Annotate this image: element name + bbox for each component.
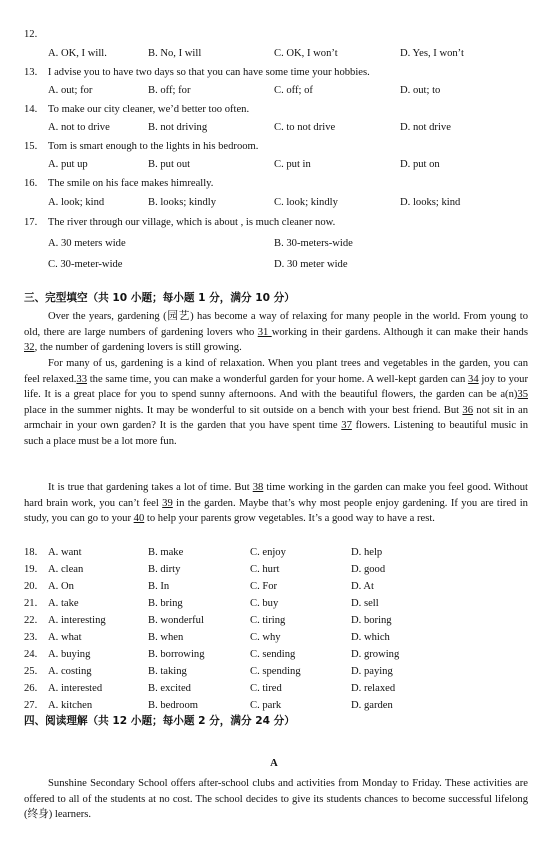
option-c: C. OK, I won’t [274, 48, 338, 59]
option-b: B. 30-meters-wide [274, 238, 353, 249]
passage-label: A [270, 758, 278, 769]
question-17-options-row1 [48, 237, 528, 251]
blank-38: 38 [252, 482, 264, 493]
question-stem: I advise you to have two days so that you can have some time your hobbies. [47, 67, 370, 78]
question-17 [24, 216, 335, 229]
option-b: B. not driving [148, 122, 208, 133]
question-number: 14. [24, 104, 38, 115]
option-d: D. looks; kind [400, 197, 461, 208]
question-stem: Tom is smart enough to the lights in his bedroom. [47, 141, 259, 152]
question-number: 12. [24, 29, 38, 40]
cloze-options-27: 27. A. kitchen B. bedroom C. park D. garden [24, 700, 393, 711]
cloze-options-20: 20. A. On B. In C. For D. At [24, 581, 374, 592]
question-17-options-row2 [48, 258, 528, 272]
blank-35: 35 [517, 389, 528, 401]
cloze-paragraph-2: For many of us, gardening is a kind of relaxation. When you plant trees and vegetables in the garden, you can feel relaxed.33 the same time, you can make a wonderful garden for your home. A well-kept garden can 34 joy to your life. It is a great place for you to spend sunny afternoons. And with the beautiful flowers, the garden can be a(n)35 place in the summer nights. It may be wonderful to sit outside on a bench with your best friend. But 36 not sit in an armchair in your own garden? It is the garden that you have spent time 37 flowers. Listening to beautiful music in such a place must be a lot more fun. [24, 358, 529, 447]
option-d: D. Yes, I won’t [400, 48, 464, 59]
cloze-options-24: 24. A. buying B. borrowing C. sending D. growing [24, 649, 400, 660]
cloze-paragraph-3: It is true that gardening takes a lot of time. But 38 time working in the garden can make you feel good. Without hard brain work, you can’t feel 39 in the garden. Maybe that’s why most people enjoy gardening. If you are tired in study, you can go to your 40 to help your parents grow vegetables. It’s a good way to have a rest. [24, 482, 528, 525]
option-d: D. not drive [400, 122, 451, 133]
option-c: C. 30-meter-wide [48, 259, 123, 270]
question-16-options [48, 196, 528, 210]
option-d: D. out; to [400, 85, 441, 96]
blank-39: 39 [162, 497, 173, 509]
section-3-heading: 三、完型填空（共 10 小题；每小题 1 分，满分 10 分） [24, 292, 295, 304]
question-12-options [48, 47, 528, 61]
cloze-options-25: 25. A. costing B. taking C. spending D. paying [24, 666, 393, 677]
question-number: 13. [24, 67, 38, 78]
option-c: C. look; kindly [274, 197, 338, 208]
cloze-options-23: 23. A. what B. when C. why D. which [24, 632, 390, 643]
question-15-options [48, 158, 528, 172]
question-16 [24, 177, 213, 190]
option-b: B. off; for [148, 85, 191, 96]
cloze-options-18: 18. A. want B. make C. enjoy D. help [24, 547, 383, 558]
option-a: A. not to drive [48, 122, 110, 133]
blank-40: 40 [133, 513, 145, 525]
cloze-options-22: 22. A. interesting B. wonderful C. tiring D. boring [24, 615, 392, 626]
question-13-options [48, 84, 528, 98]
option-c: C. put in [274, 159, 311, 170]
cloze-options-21: 21. A. take B. bring C. buy D. sell [24, 598, 379, 609]
option-b: B. put out [148, 159, 191, 170]
option-d: D. 30 meter wide [274, 259, 348, 270]
question-13 [24, 66, 370, 79]
cloze-options-26: 26. A. interested B. excited C. tired D. relaxed [24, 683, 396, 694]
question-15 [24, 140, 258, 153]
question-number: 16. [24, 178, 38, 189]
option-a: A. OK, I will. [48, 48, 107, 59]
option-a: A. look; kind [48, 197, 105, 208]
option-a: A. 30 meters wide [48, 238, 126, 249]
question-stem: To make our city cleaner, we’d better too often. [47, 104, 250, 115]
option-d: D. put on [400, 159, 440, 170]
option-a: A. out; for [48, 85, 93, 96]
blank-34: 34 [468, 373, 479, 385]
question-14 [24, 103, 249, 116]
blank-36: 36 [462, 404, 474, 416]
blank-32: 32 [24, 342, 35, 354]
question-stem: The river through our village, which is about , is much cleaner now. [47, 217, 336, 228]
option-b: B. No, I will [148, 48, 202, 59]
option-c: C. off; of [274, 85, 313, 96]
reading-paragraph-1: Sunshine Secondary School offers after-school clubs and activities from Monday to Friday. These activities are offered to all of the students at no cost. The school decides to give its students chances to become successful lifelong (终身) learners. [24, 778, 528, 821]
option-b: B. looks; kindly [148, 197, 216, 208]
option-c: C. to not drive [274, 122, 336, 133]
question-number: 17. [24, 217, 38, 228]
question-number: 15. [24, 141, 38, 152]
blank-33: 33 [76, 373, 88, 385]
question-12 [24, 28, 37, 41]
blank-31: 31 [257, 326, 272, 338]
cloze-paragraph-1: Over the years, gardening (园艺) has become a way of relaxing for many people in the world. From young to old, there are large numbers of gardening lovers who 31 working in their gardens. Although it can make their hands 32, the number of gardening lovers is still growing. [24, 311, 528, 354]
section-4-heading: 四、阅读理解（共 12 小题；每小题 2 分，满分 24 分） [24, 715, 295, 727]
question-14-options [48, 121, 528, 135]
cloze-options-19: 19. A. clean B. dirty C. hurt D. good [24, 564, 386, 575]
question-stem: The smile on his face makes himreally. [47, 178, 214, 189]
blank-37: 37 [341, 420, 352, 432]
option-a: A. put up [48, 159, 88, 170]
